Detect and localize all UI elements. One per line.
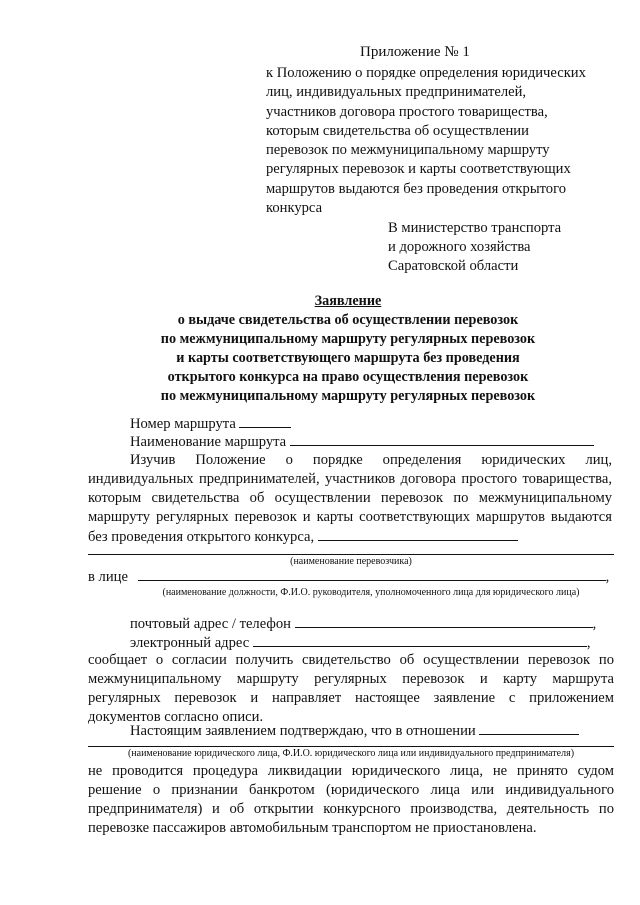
recipient-block [388,219,618,276]
route-name-field[interactable] [290,432,594,446]
study-paragraph [88,451,612,547]
confirm-field-start[interactable] [479,721,579,735]
application-heading: Заявление [314,293,382,309]
recipient-line: Саратовской области [388,258,519,274]
annex-preamble [266,64,611,218]
preamble-line: которым свидетельства об осуществлении [266,122,529,139]
route-name-label: Наименование маршрута [130,434,287,450]
title-line: и карты соответствующего маршрута без проведения [176,350,520,366]
email-comma: , [586,635,591,651]
email-field[interactable] [253,633,587,647]
postal-label: почтовый адрес / телефон [130,616,291,632]
in-person-comma: , [605,569,610,585]
carrier-name-field-start[interactable] [318,527,518,541]
preamble-line: лиц, индивидуальных предпринимателей, [266,84,527,101]
route-number-row [130,414,291,434]
email-row [130,633,591,653]
person-caption: (наименование должности, Ф.И.О. руководителя, уполномоченного лица для юридического лица) [162,587,580,598]
in-person-label: в лице [88,569,128,585]
annex-title: Приложение № 1 [360,44,470,60]
in-person-field[interactable] [138,567,606,581]
title-line: по межмуниципальному маршруту регулярных перевозок [160,388,536,404]
route-number-field[interactable] [239,414,291,428]
recipient-line: и дорожного хозяйства [388,239,531,255]
preamble-line: маршрутов выдаются без проведения открытого [266,180,567,197]
study-paragraph-text: Изучив Положение о порядке определения юридических лиц, индивидуальных предпринимателей, участников договора простого товарищества, которым свидетельства об осуществлении перевозок по межмуниципальному маршруту регулярных перевозок и карты соответствующих маршрутов выдаются без проведения открытого конкурса, [88,452,612,545]
route-number-label: Номер маршрута [130,416,236,432]
application-title [88,292,608,406]
title-line: по межмуниципальному маршруту регулярных перевозок [160,331,536,347]
carrier-name-field[interactable] [88,554,614,555]
preamble-line: регулярных перевозок и карты соответствующих [266,161,571,178]
preamble-line: участников договора простого товарищества, [266,103,548,120]
email-label: электронный адрес [130,635,250,651]
postal-field[interactable] [295,614,593,628]
preamble-line: к Положению о порядке определения юридических [266,65,586,81]
preamble-line: перевозок по межмуниципальному маршруту [266,142,550,159]
entity-caption: (наименование юридического лица, Ф.И.О. юридического лица или индивидуального предпринимателя) [127,748,575,759]
postal-row [130,614,596,634]
entity-name-field[interactable] [88,746,614,747]
final-paragraph: не проводится процедура ликвидации юридического лица, не принято судом решение о признании банкротом (юридического лица или индивидуального предпринимателя) и об открытии конкурсного производства, деятельность по перевозке пассажиров автомобильным транспортом не приостановлена. [88,763,614,836]
carrier-caption: (наименование перевозчика) [290,556,412,567]
preamble-line: конкурса [266,200,323,217]
route-name-row [130,432,594,452]
in-person-row [88,567,609,587]
title-line: открытого конкурса на право осуществления перевозок [167,369,529,385]
title-line: о выдаче свидетельства об осуществлении перевозок [177,312,519,328]
recipient-line: В министерство транспорта [388,220,562,236]
confirm-row [130,721,579,741]
postal-comma: , [592,616,597,632]
confirm-label: Настоящим заявлением подтверждаю, что в отношении [130,723,476,739]
consent-paragraph: сообщает о согласии получить свидетельство об осуществлении перевозок по межмуниципальному маршруту регулярных перевозок и карту маршрута регулярных перевозок и направляет настоящее заявление с приложением документов согласно описи. [88,652,614,725]
